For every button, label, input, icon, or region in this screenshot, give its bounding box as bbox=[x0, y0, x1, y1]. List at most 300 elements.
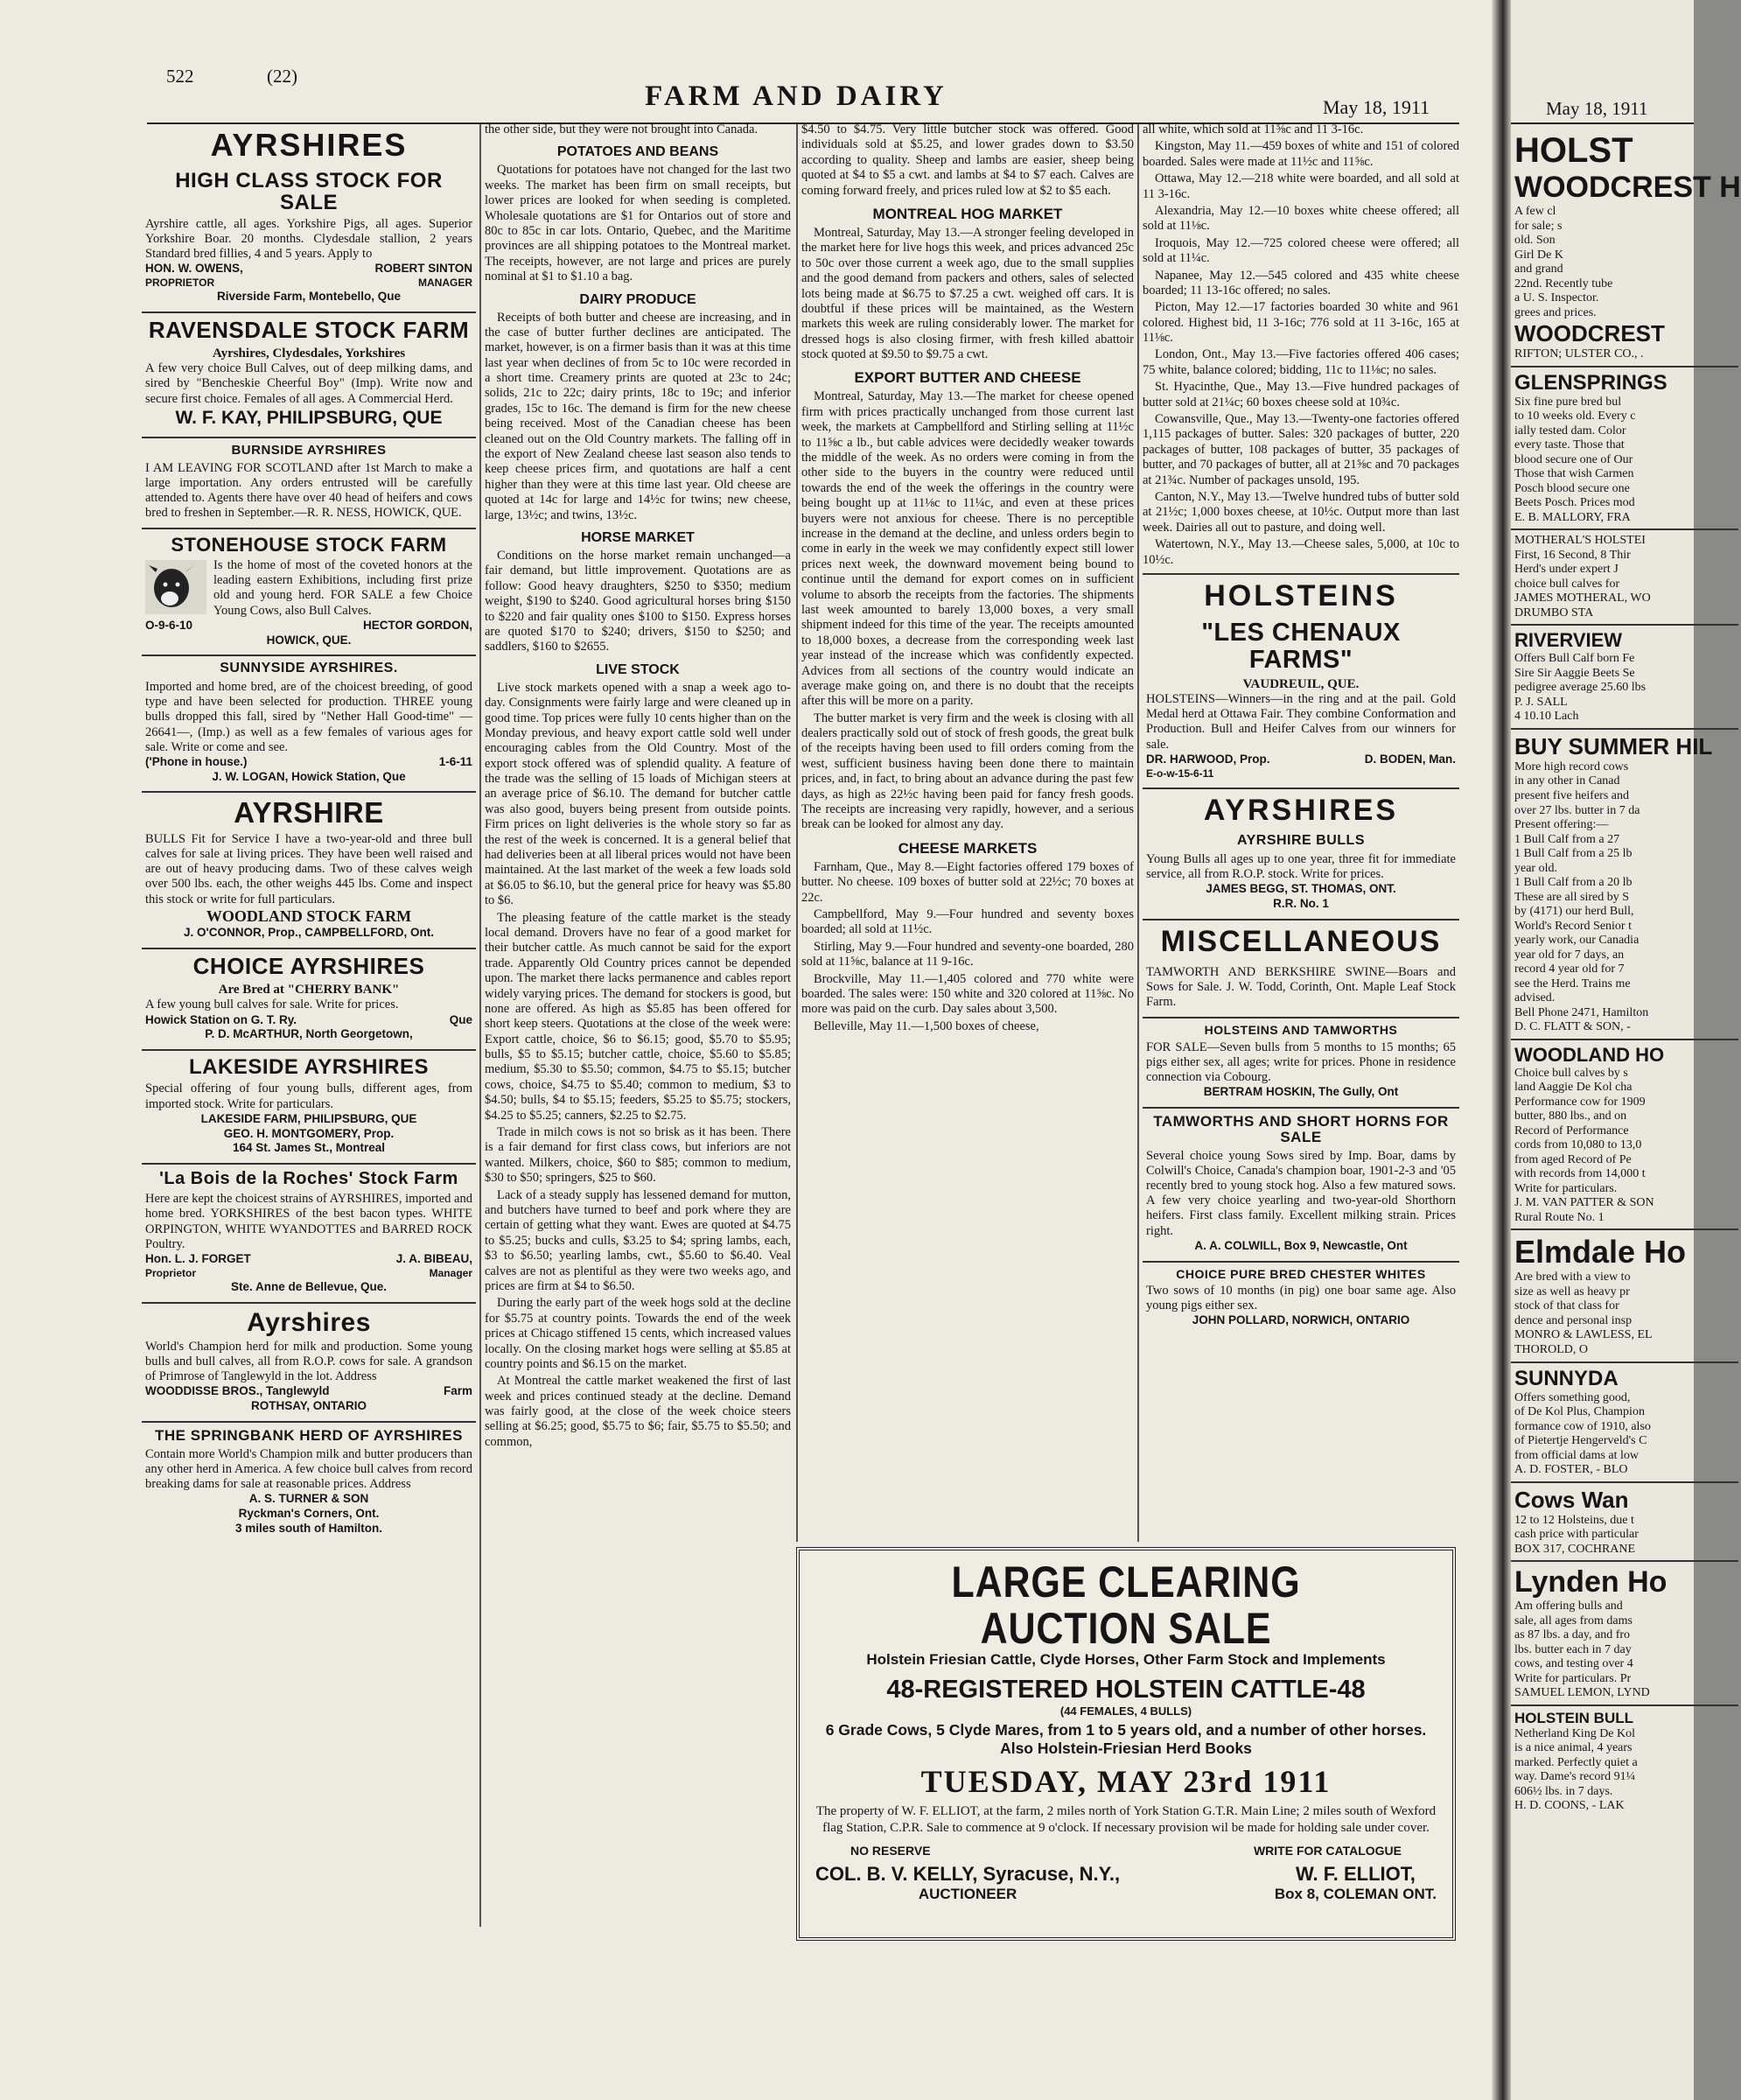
ad-text-line: Offers something good, bbox=[1514, 1390, 1631, 1404]
ad-body-text: World's Champion herd for milk and production. Some young bulls and bull calves, all from R.O.P. cows for sale. A grandson of Primrose of Tanglewyld in the lot. Address bbox=[145, 1340, 472, 1384]
ad-text-line: a U. S. Inspector. bbox=[1514, 291, 1599, 305]
ad-signature bbox=[145, 1013, 472, 1028]
ad-address: Riverside Farm, Montebello, Que bbox=[216, 290, 402, 304]
ad-text-line: marked. Perfectly quiet a bbox=[1514, 1755, 1638, 1769]
ad-text-line: Beets Posch. Prices mod bbox=[1514, 496, 1635, 510]
cheese-report-paragraph: Napanee, May 12.—545 colored and 435 white cheese boarded; 11 13-16c offered; no sales. bbox=[1143, 268, 1459, 298]
ad-role-left: Proprietor bbox=[145, 1266, 197, 1279]
auction-contacts bbox=[815, 1863, 1437, 1903]
cheese-report-paragraph: Canton, N.Y., May 13.—Twelve hundred tubs of butter sold at 21½c; 1,000 boxes cheese, at 10½c. Output more than last week. Dairies all out to pasture, and doing well. bbox=[1143, 489, 1459, 535]
column-divider bbox=[796, 124, 798, 1542]
ad-body bbox=[145, 832, 472, 907]
ad-text-line: DRUMBO STA bbox=[1514, 606, 1594, 620]
ad-signer-right: J. A. BIBEAU, bbox=[395, 1251, 472, 1265]
ad-divider bbox=[1511, 528, 1738, 530]
ad-signer-left: Hon. L. J. FORGET bbox=[145, 1251, 251, 1265]
ad-code: E-o-w-15-6-11 bbox=[1146, 766, 1214, 780]
ad-body bbox=[145, 1340, 472, 1384]
ad-role-right: Manager bbox=[429, 1266, 472, 1279]
ad-text-line: over 27 lbs. butter in 7 da bbox=[1514, 803, 1640, 817]
ayrshires-ad-column bbox=[142, 122, 476, 1942]
ad-block bbox=[142, 1423, 476, 1544]
ad-text-line: Offers Bull Calf born Fe bbox=[1514, 652, 1635, 666]
cheese-report-paragraph: Watertown, N.Y., May 13.—Cheese sales, 5,000, at 10c to 10½c. bbox=[1143, 537, 1459, 567]
ad-block bbox=[142, 949, 476, 1051]
market-report-column-4 bbox=[1143, 122, 1459, 1540]
article-paragraph: Live stock markets opened with a snap a week ago to-day. Consignments were fairly large and were cleaned up in good time. Top prices were fully 10 cents higher than on the Monday previous, and heavy export cattle sold well under encouraging cables from the Old Country. Most of the export stock offered was of splendid quality. A feature of the trade was the selling of 15 loads of Michigan steers at an average price of $6.10. The demand for butcher cattle was also good, buyers being present from outside points. Firm prices on light deliveries is the whole story so far as the rest of the week is concerned. It is a general belief that had deliveries been at all liberal prices would not have been maintained. At the last market of the week a few loads sold at $6.05 to $6.10, but the general price for heavy was $5.80 to $6. bbox=[485, 680, 791, 908]
cheese-report-paragraph: Iroquois, May 12.—725 colored cheese were offered; all sold at 11¼c. bbox=[1143, 235, 1459, 266]
ad-address: R.R. No. 1 bbox=[1273, 896, 1329, 910]
article-sections bbox=[485, 144, 791, 1450]
ad-body bbox=[145, 558, 472, 618]
article-intro: $4.50 to $4.75. Very little butcher stock was offered. Good individuals sold at $5.25, and lower grades down to $3.50 according to quality. Sheep and lambs are easier, sheep being quoted at $4 to $5 a cwt. and lambs at $4 to $7 each. Calves are coming forward freely, and prices ruled low at $2 to $5 each. bbox=[801, 122, 1134, 198]
cheese-report-paragraph: St. Hyacinthe, Que., May 13.—Five hundred packages of butter sold at 21¼c; 60 boxes cheese sold at 10¾c. bbox=[1143, 380, 1459, 410]
ad-text-line: cash price with particular bbox=[1514, 1528, 1639, 1542]
ad-text-line: lbs. butter each in 7 day bbox=[1514, 1642, 1632, 1656]
ad-text-line: SAMUEL LEMON, LYND bbox=[1514, 1686, 1650, 1700]
article-paragraph: During the early part of the week hogs sold at the decline for $5.75 at country points. Towards the end of the week prices at Chicago stiffened 15 cents, which increased values locally. On the closing market hogs were selling at $5.85 at country points and $6.15 on the market. bbox=[485, 1296, 791, 1371]
ad-text-line: cords from 10,080 to 13,0 bbox=[1514, 1138, 1642, 1152]
ad-text-line: Choice bull calves by s bbox=[1514, 1066, 1628, 1080]
ad-text-line: land Aaggie De Kol cha bbox=[1514, 1081, 1633, 1095]
ad-manager: D. BODEN, Man. bbox=[1364, 752, 1456, 766]
cheese-report-paragraph: all white, which sold at 11⅝c and 11 3-16c. bbox=[1143, 122, 1364, 136]
ad-text-line: to 10 weeks old. Every c bbox=[1514, 410, 1636, 424]
ad-text-line: from aged Record of Pe bbox=[1514, 1152, 1632, 1166]
ad-text-line: with records from 14,000 t bbox=[1514, 1167, 1646, 1181]
ad-heading: Lynden Ho bbox=[1514, 1565, 1668, 1600]
ad-heading: HOLSTEIN BULL bbox=[1514, 1709, 1633, 1726]
ad-body-text: I AM LEAVING FOR SCOTLAND after 1st March to make a large importation. Any orders entrusted will be carefully attended to. Agents there have over 40 head of heifers and cows bred to freshen in September.—R. R. NESS, HOWICK, QUE. bbox=[145, 460, 472, 520]
ad-text-line: Am offering bulls and bbox=[1514, 1600, 1623, 1614]
ad-body: FOR SALE—Seven bulls from 5 months to 15 months; 65 pigs either sex, all ages; write for prices. Phone in residence connection via Cobourg. bbox=[1146, 1040, 1456, 1085]
ad-signature bbox=[145, 619, 472, 634]
ad-signer-left: WOODDISSE BROS., Tanglewyld bbox=[145, 1384, 330, 1398]
ad-text-line: of Pietertje Hengerveld's C bbox=[1514, 1434, 1647, 1448]
ad-signer-right: ROBERT SINTON bbox=[374, 262, 472, 276]
ad-heading: SUNNYDA bbox=[1514, 1366, 1619, 1390]
ad-signer-right: Que bbox=[449, 1012, 472, 1026]
ad-body: Young Bulls all ages up to one year, three fit for immediate service, all from R.O.P. stock. Write for prices. bbox=[1146, 851, 1456, 881]
article-paragraph: Montreal, Saturday, May 13.—A stronger feeling developed in the market here for live hogs this week, and prices advanced 25c to 50c over those current a week ago, due to the small supplies and the good demand from packers and others, sales of selected lots being made at $6.75 to $7.25 a cwt. weighed off cars. It is doubtful if these prices will be maintained, as the Western markets this week are ruling considerably lower. The market for dressed hogs is also closing firmer, with fresh killed abattoir stock quoted at $9.50 to $9.75 a cwt. bbox=[801, 225, 1134, 362]
ad-signature bbox=[145, 755, 472, 770]
ad-address: Ste. Anne de Bellevue, Que. bbox=[230, 1279, 388, 1293]
ad-text-line: RIFTON; ULSTER CO., . bbox=[1514, 347, 1644, 361]
ad-body bbox=[145, 361, 472, 406]
ad-title: Ayrshires bbox=[247, 1307, 371, 1337]
ad-address-line: GEO. H. MONTGOMERY, Prop. bbox=[223, 1126, 395, 1140]
ad-text-line: E. B. MALLORY, FRA bbox=[1514, 510, 1631, 524]
ad-body-text: A few young bull calves for sale. Write for prices. bbox=[145, 998, 399, 1012]
ad-text-line: Are bred with a view to bbox=[1514, 1270, 1631, 1284]
cheese-report-paragraph: Alexandria, May 12.—10 boxes white cheese offered; all sold at 11⅛c. bbox=[1143, 203, 1459, 234]
ad-signer-left: O-9-6-10 bbox=[145, 618, 193, 632]
ad-divider bbox=[1511, 1704, 1738, 1706]
ad-text-line: 4 10.10 Lach bbox=[1514, 710, 1579, 724]
ad-address: HOWICK, QUE. bbox=[266, 633, 352, 647]
auction-notes bbox=[815, 1844, 1437, 1858]
ad-colwill bbox=[1143, 1109, 1459, 1262]
ayrshires-heading-2: AYRSHIRES bbox=[1203, 793, 1399, 827]
auction-details: The property of W. F. ELLIOT, at the farm, 2 miles north of York Station G.T.R. Main Line; 2 miles south of Wexford flag Station, C.P.R. Sale to commence at 9 o'clock. If necessary provision wil be made for holding sale under cover. bbox=[815, 1804, 1437, 1836]
ad-text-line: in any other in Canad bbox=[1514, 774, 1620, 788]
section-heading: EXPORT BUTTER AND CHEESE bbox=[854, 369, 1081, 387]
ad-title: CHOICE AYRSHIRES bbox=[192, 953, 425, 980]
ad-address: A. S. TURNER & SON bbox=[248, 1492, 369, 1506]
ad-text-line: Sire Sir Aaggie Beets Se bbox=[1514, 666, 1635, 680]
ad-text-line: by (4171) our herd Bull, bbox=[1514, 905, 1634, 919]
ad-signature bbox=[145, 262, 472, 276]
ad-signature bbox=[145, 1252, 472, 1267]
ad-title: THE SPRINGBANK HERD OF AYRSHIRES bbox=[155, 1427, 463, 1445]
ad-body bbox=[145, 1447, 472, 1492]
column-divider bbox=[479, 124, 481, 1927]
masthead-title: FARM AND DAIRY bbox=[645, 80, 947, 112]
ad-title: CHOICE PURE BRED CHESTER WHITES bbox=[1176, 1266, 1426, 1281]
auctioneer-name: COL. B. V. KELLY, Syracuse, N.Y., bbox=[815, 1862, 1121, 1885]
ad-text-line: MONRO & LAWLESS, EL bbox=[1514, 1328, 1653, 1342]
ad-address: J. O'CONNOR, Prop., CAMPBELLFORD, Ont. bbox=[184, 926, 434, 940]
ad-text-line: BOX 317, COCHRANE bbox=[1514, 1542, 1636, 1556]
cheese-report-paragraph: Picton, May 12.—17 factories boarded 30 white and 961 colored. Highest bid, 11 3-16c; 776 sold at 11 3-16c, 165 at 11⅛c. bbox=[1143, 300, 1459, 346]
ad-signature bbox=[1146, 752, 1456, 767]
holstein-ads-column bbox=[1511, 131, 1741, 1814]
auction-other-stock: 6 Grade Cows, 5 Clyde Mares, from 1 to 5 years old, and a number of other horses. Also Holstein-Friesian Herd Books bbox=[825, 1721, 1427, 1758]
write-for-catalogue-label: WRITE FOR CATALOGUE bbox=[1253, 1843, 1402, 1858]
newspaper-page-right bbox=[1511, 0, 1741, 2100]
ad-text-line: MOTHERAL'S HOLSTEI bbox=[1514, 534, 1646, 548]
ad-text-line: from official dams at low bbox=[1514, 1448, 1640, 1462]
ad-divider bbox=[1511, 1039, 1738, 1040]
ad-text-line: 22nd. Recently tube bbox=[1514, 276, 1613, 290]
ad-text-line: cows, and testing over 4 bbox=[1514, 1657, 1633, 1671]
ad-text-line: year old for 7 days, an bbox=[1514, 948, 1625, 962]
ad-text-line: First, 16 Second, 8 Thir bbox=[1514, 548, 1631, 562]
ad-role-left: PROPRIETOR bbox=[145, 276, 215, 290]
ad-text-line: Rural Route No. 1 bbox=[1514, 1210, 1605, 1224]
ad-body: TAMWORTH AND BERKSHIRE SWINE—Boars and Sows for Sale. J. W. Todd, Corinth, Ont. Maple Leaf Stock Farm. bbox=[1146, 965, 1456, 1010]
ad-signature: JOHN POLLARD, NORWICH, ONTARIO bbox=[1192, 1313, 1410, 1327]
ad-body bbox=[145, 1192, 472, 1251]
ad-divider bbox=[1511, 1228, 1738, 1230]
ad-text-line: present five heifers and bbox=[1514, 788, 1629, 802]
cheese-report-paragraph: Kingston, May 11.—459 boxes of white and 151 of colored boarded. Sales were made at 11½c and 11⅝c. bbox=[1143, 139, 1459, 169]
ad-address-line: 3 miles south of Hamilton. bbox=[234, 1522, 383, 1536]
ad-divider bbox=[1511, 1481, 1738, 1483]
header-rule bbox=[1511, 122, 1694, 124]
ad-block bbox=[142, 656, 476, 793]
cheese-report-paragraph: Cowansville, Que., May 13.—Twenty-one factories offered 1,115 packages of butter. Sales: 320 packages of butter, 220 packages of butter, 108 packages of butter, 35 packages of butter, and 70 packages of butter, all at 21⅝c and 70 packages at 21¾c. Number of packages unsold, 195. bbox=[1143, 412, 1459, 487]
article-paragraph: Campbellford, May 9.—Four hundred and seventy boxes boarded; all sold at 11½c. bbox=[801, 906, 1134, 937]
ad-signer-right: HECTOR GORDON, bbox=[362, 618, 472, 632]
owner-block bbox=[1275, 1863, 1437, 1903]
ad-text-line: Herd's under expert J bbox=[1514, 563, 1619, 577]
ad-text-line: Write for particulars. bbox=[1514, 1181, 1618, 1195]
ad-block bbox=[142, 529, 476, 656]
ad-text-line: 1 Bull Calf from a 20 lb bbox=[1514, 876, 1633, 890]
right-page-date: May 18, 1911 bbox=[1546, 98, 1648, 119]
ad-text-line: JAMES MOTHERAL, WO bbox=[1514, 592, 1651, 606]
ad-proprietor: DR. HARWOOD, Prop. bbox=[1146, 752, 1270, 766]
ad-text-line: see the Herd. Trains me bbox=[1514, 976, 1631, 990]
ad-text-line: These are all sired by S bbox=[1514, 890, 1630, 904]
section-heading: MONTREAL HOG MARKET bbox=[872, 205, 1063, 222]
ad-text-line: H. D. COONS, - LAK bbox=[1514, 1799, 1625, 1813]
ad-signature-roles bbox=[145, 276, 472, 290]
article-sections bbox=[801, 206, 1134, 1034]
article-paragraph: At Montreal the cattle market weakened the first of last week and prices continued steady at the decline. Demand was fairly good, at the close of the week choice steers selling at $6.25; good, $5.75 to $6; fair, $5.75 to $5.50; and common, bbox=[485, 1374, 791, 1449]
ad-title: SUNNYSIDE AYRSHIRES. bbox=[220, 661, 398, 676]
ad-heading: Elmdale Ho bbox=[1514, 1234, 1687, 1270]
ad-signature: JAMES BEGG, ST. THOMAS, ONT. bbox=[1206, 881, 1396, 895]
issue-number: (22) bbox=[267, 66, 297, 87]
ad-heading: WOODCREST H bbox=[1514, 171, 1741, 204]
ad-text-line: D. C. FLATT & SON, - bbox=[1514, 1020, 1631, 1034]
ad-text-line: Present offering:— bbox=[1514, 818, 1609, 832]
ad-title: HOLSTEINS AND TAMWORTHS bbox=[1204, 1023, 1398, 1038]
ad-divider bbox=[1511, 728, 1738, 730]
ad-title: STONEHOUSE STOCK FARM bbox=[171, 534, 447, 556]
owner-name: W. F. ELLIOT, bbox=[1295, 1862, 1416, 1885]
ad-title: RAVENSDALE STOCK FARM bbox=[148, 317, 470, 344]
ad-block bbox=[142, 793, 476, 949]
ad-body bbox=[145, 461, 472, 521]
auctioneer-block bbox=[815, 1863, 1120, 1903]
ad-text-line: choice bull calves for bbox=[1514, 577, 1620, 591]
article-paragraph: The pleasing feature of the cattle market is the steady local demand. Drovers have no fear of a good market for their butcher cattle. As much cannot be said for the export trade. Apparently Old Country prices cannot be depended upon. The market there lacks permanence and cables report widely varying prices. The demand for stockers is good, but none are offered. As high as $5.85 has been offered for short keep steers. Quotations at the close of the week were: Export cattle, choice, $6 to $6.15; good, $5.70 to $5.95; bulls, $5 to $5.15; butcher cattle, choice, $5.60 to $5.85; medium, $5.30 to $5.50; common, $4.75 to $5.15; butcher cows, choice, $4.75 to $5.40; common to medium, $3 to $4.50; bulls, $4 to $5.15; feeders, $5.25 to $5.75; stockers, $4.25 to $5.25; canners, $2.25 to $2.75. bbox=[485, 910, 791, 1123]
miscellaneous-heading: MISCELLANEOUS bbox=[1160, 924, 1442, 958]
ad-signature bbox=[145, 1384, 472, 1399]
ad-ayrshire-bulls bbox=[1143, 829, 1459, 920]
ad-text-line: Netherland King De Kol bbox=[1514, 1726, 1636, 1740]
article-paragraph: Farnham, Que., May 8.—Eight factories offered 179 boxes of butter. No cheese. 109 boxes of butter sold at 22½c; 70 boxes at 22c. bbox=[801, 859, 1134, 905]
ad-signature: A. A. COLWILL, Box 9, Newcastle, Ont bbox=[1194, 1238, 1408, 1252]
article-paragraph: Quotations for potatoes have not changed for the last two weeks. The market has been firm on small receipts, but lower prices are looked for when seeding is completed. Wholesale quotations are $1 for Ontarios out of store and 80c to 85c in car lots. Ontario, Quebec, and the Maritime provinces are all shipping potatoes to the Montreal market. The receipts, however, are not large and prices are purely nominal at $1 to $1.10 a bag. bbox=[485, 163, 791, 284]
article-paragraph: Receipts of both butter and cheese are increasing, and in the case of butter further declines are anticipated. The market, however, is on a firmer basis than it was at this time last year when declines of from 5c to 10c were recorded in a short time. Creamery prints are quoted at 23c to 24c; solids, 21c to 22c; dairy prints, 18c to 19c; and inferior grades, 15c to 16c. The demand is firm for the new cheese being received. Most of the Canadian cheese has been cleaned out on the Old Country markets. The falling off in the export of New Zealand cheese last season also tends to keep cheese prices firm, and quotations are half a cent higher than they were at this time last year. Old cheese are quoted at 14c for large and 14½c for twins; new cheese, large, 13½c; and twins, 13½c. bbox=[485, 310, 791, 522]
cheese-report-paragraph: London, Ont., May 13.—Five factories offered 406 cases; 75 white, balance colored; bidding, 11c to 11⅛c; no sales. bbox=[1143, 347, 1459, 377]
ad-block bbox=[142, 1165, 476, 1303]
page-number: 522 bbox=[166, 66, 194, 87]
ad-title: AYRSHIRE bbox=[234, 796, 384, 830]
auction-cattle-count: 48-REGISTERED HOLSTEIN CATTLE-48 bbox=[886, 1676, 1366, 1704]
ad-signature: BERTRAM HOSKIN, The Gully, Ont bbox=[1203, 1085, 1399, 1099]
ad-les-chenaux-farms bbox=[1143, 614, 1459, 788]
ad-signer-right: 1-6-11 bbox=[438, 754, 472, 768]
ad-text-line: yearly work, our Canadia bbox=[1514, 934, 1640, 948]
cow-illustration-icon bbox=[145, 560, 206, 614]
ad-heading: RIVERVIEW bbox=[1514, 629, 1623, 652]
ad-text-line: 12 to 12 Holsteins, due t bbox=[1514, 1513, 1634, 1527]
ad-title: HIGH CLASS STOCK FOR SALE bbox=[175, 168, 443, 214]
ad-hoskin bbox=[1143, 1018, 1459, 1109]
ad-signature-roles bbox=[145, 1267, 472, 1280]
article-paragraph: Stirling, May 9.—Four hundred and seventy-one boarded, 280 sold at 11⅝c, balance at 11 9-16c. bbox=[801, 939, 1134, 970]
ad-body-text: Contain more World's Champion milk and butter producers than any other herd in America. A few choice bull calves from record breaking dams for sale at reasonable prices. Address bbox=[145, 1446, 472, 1492]
ad-divider bbox=[1511, 624, 1738, 626]
page-gutter bbox=[1492, 0, 1511, 2100]
article-paragraph: The butter market is very firm and the week is closing with all dealers practically sold out of stock of fresh goods, the great bulk of the receipts having been used to fill orders coming from the west, sufficient business having been done there to maintain prices, and, in fact, to bring about an advance during the past few days, as high as 22½c having been paid for fancy fresh goods. The receipts are increasing very rapidly, however, and a serious break can be looked for almost any day. bbox=[801, 710, 1134, 832]
ad-text-line: ially tested dam. Color bbox=[1514, 424, 1626, 438]
ad-subtitle: WOODLAND STOCK FARM bbox=[206, 906, 412, 925]
ad-text-line: Write for particulars. Pr bbox=[1514, 1671, 1632, 1685]
auction-date: TUESDAY, MAY 23rd 1911 bbox=[920, 1764, 1332, 1800]
ad-address-line: Ryckman's Corners, Ont. bbox=[238, 1507, 380, 1521]
ad-text-line: P. J. SALL bbox=[1514, 695, 1568, 709]
article-paragraph: Brockville, May 11.—1,405 colored and 770 white were boarded. The sales were: 150 white and 320 colored at 11⅝c. No more was paid on the curb. Day sales about 3,500. bbox=[801, 971, 1134, 1017]
ad-body-text: Is the home of most of the coveted honors at the leading eastern Exhibitions, including first prize old and young herd. FOR SALE a few Choice Young Cows, also Bull Calves. bbox=[213, 558, 472, 618]
ad-text-line: 606½ lbs. in 7 days. bbox=[1514, 1784, 1613, 1798]
auctioneer-label: AUCTIONEER bbox=[918, 1885, 1017, 1902]
ad-text-line: stock of that class for bbox=[1514, 1299, 1619, 1313]
ad-text-line: sale, all ages from dams bbox=[1514, 1614, 1633, 1628]
ad-text-line: of De Kol Plus, Champion bbox=[1514, 1405, 1645, 1419]
auction-cattle-breakdown: (44 FEMALES, 4 BULLS) bbox=[1059, 1704, 1192, 1718]
ad-address-line: 164 St. James St., Montreal bbox=[232, 1141, 386, 1155]
ad-subtitle: VAUDREUIL, QUE. bbox=[1242, 677, 1360, 692]
ad-body bbox=[145, 680, 472, 755]
ad-block bbox=[142, 313, 476, 438]
ad-text-line: Those that wish Carmen bbox=[1514, 467, 1634, 481]
ad-body: HOLSTEINS—Winners—in the ring and at the pail. Gold Medal herd at Ottawa Fair. They combine Conformation and Production. Bull and Heifer Calves from our winners for sale. bbox=[1146, 692, 1456, 752]
ad-text-line: is a nice animal, 4 years bbox=[1514, 1741, 1633, 1755]
ad-block bbox=[142, 438, 476, 529]
ad-text-line: Girl De K bbox=[1514, 248, 1563, 262]
ad-subtitle: Ayrshires, Clydesdales, Yorkshires bbox=[212, 346, 406, 361]
market-report-column-3 bbox=[801, 122, 1134, 1540]
ad-text-line: year old. bbox=[1514, 861, 1557, 875]
ad-list bbox=[142, 164, 476, 1544]
ad-text-line: Six fine pure bred bul bbox=[1514, 395, 1622, 409]
ad-text-line: size as well as heavy pr bbox=[1514, 1284, 1630, 1298]
ad-title: 'La Bois de la Roches' Stock Farm bbox=[159, 1169, 458, 1189]
column-divider bbox=[1137, 124, 1139, 1542]
ad-text-line: 1 Bull Calf from a 27 bbox=[1514, 832, 1620, 846]
ad-body-text: Here are kept the choicest strains of AYRSHIRES, imported and home bred. YORKSHIRES of the best bacon types. WHITE ORPINGTON, WHITE WYANDOTTES and BARRED ROCK Poultry. bbox=[145, 1192, 472, 1251]
ad-title: "LES CHENAUX FARMS" bbox=[1201, 619, 1401, 674]
ad-address: LAKESIDE FARM, PHILIPSBURG, QUE bbox=[200, 1111, 417, 1125]
ad-todd bbox=[1143, 960, 1459, 1018]
ad-text-line: as 87 lbs. a day, and fro bbox=[1514, 1628, 1631, 1642]
ad-signer-right: Farm bbox=[443, 1384, 472, 1398]
ayrshires-heading: AYRSHIRES bbox=[210, 127, 408, 163]
ad-signer-left: ('Phone in house.) bbox=[145, 754, 248, 768]
ad-text-line: THOROLD, O bbox=[1514, 1343, 1588, 1356]
ad-body-text: BULLS Fit for Service I have a two-year-old and three bull calves for sale at living prices. They have been well raised and are out of heavy producing dams. Two of these calves weigh over 500 lbs. each, the other weighs 445 lbs. Come and inspect this stock or write for full particulars. bbox=[145, 832, 472, 906]
auction-sale-ad bbox=[796, 1547, 1456, 1941]
ad-subtitle: Are Bred at "CHERRY BANK" bbox=[218, 983, 400, 998]
ad-title: BURNSIDE AYRSHIRES bbox=[231, 442, 387, 458]
ad-text-line: and grand bbox=[1514, 262, 1563, 276]
ad-text-line: Performance cow for 1909 bbox=[1514, 1095, 1646, 1109]
ad-heading: GLENSPRINGS bbox=[1514, 370, 1668, 395]
ad-title: TAMWORTHS AND SHORT HORNS FOR SALE bbox=[1153, 1113, 1449, 1146]
cheese-market-reports bbox=[1143, 122, 1459, 568]
market-report-column-2 bbox=[485, 122, 791, 1942]
ad-block bbox=[142, 164, 476, 313]
ad-title: LAKESIDE AYRSHIRES bbox=[189, 1055, 429, 1080]
ad-role-right: MANAGER bbox=[418, 276, 472, 290]
ad-body-text: Imported and home bred, are of the choicest breeding, of good type and have been selected for production. THREE young bulls dropped this fall, sired by "Nether Hall Good-time" —26641—, (Imp.) as well as a few females of various ages for sale. Write or come and see. bbox=[145, 680, 472, 754]
ad-text-line: pedigree average 25.60 lbs bbox=[1514, 681, 1647, 695]
ad-text-line: old. Son bbox=[1514, 234, 1556, 248]
article-paragraph: Trade in milch cows is not so brisk as it has been. There is a fair demand for first class cows, but inferiors are not wanted. Milkers, choice, $60 to $85; common to medium, $30 to $50; springers, $25 to $60. bbox=[485, 1125, 791, 1186]
section-heading: LIVE STOCK bbox=[596, 662, 680, 677]
ad-text-line: World's Record Senior t bbox=[1514, 919, 1632, 933]
article-paragraph: Lack of a steady supply has lessened demand for mutton, and butchers have turned to beef and pork where they are certain of getting what they want. Ewes are quoted at $4.75 to $5.25; bucks and culls, $3.25 to $4; spring lambs, each, $3 to $6.50; yearling lambs, cwt., $5.60 to $6.40. Veal calves are not as plentiful as they were two weeks ago, and prices are firm at $4 to $6.50. bbox=[485, 1187, 791, 1293]
ad-body bbox=[145, 1082, 472, 1111]
section-heading: CHEESE MARKETS bbox=[898, 839, 1038, 857]
ad-text-line: Record of Performance bbox=[1514, 1124, 1629, 1138]
owner-address: Box 8, COLEMAN ONT. bbox=[1274, 1885, 1437, 1902]
article-paragraph: Conditions on the horse market remain unchanged—a fair demand, but little improvement. Quotations are as follow: Good heavy draughters, $250 to $350; medium weight, $190 to $240. Good agricultural horses bring $150 to $220 and fair quality ones $100 to $150. Express horses are quoted $170 to $240; drivers, $150 to $250; and saddlers, $160 to $2655. bbox=[485, 548, 791, 654]
cheese-report-paragraph: Ottawa, May 12.—218 white were boarded, and all sold at 11 3-16c. bbox=[1143, 172, 1459, 201]
ad-text-line: 1 Bull Calf from a 25 lb bbox=[1514, 847, 1633, 861]
ad-block bbox=[142, 1304, 476, 1424]
ad-text-line: A. D. FOSTER, - BLO bbox=[1514, 1463, 1628, 1477]
ad-body bbox=[145, 998, 472, 1012]
ad-text-line: every taste. Those that bbox=[1514, 438, 1625, 452]
ad-divider bbox=[1511, 1560, 1738, 1562]
ad-body-text: A few very choice Bull Calves, out of deep milking dams, and sired by "Bencheskie Cheerful Boy" (Imp). Write now and secure first choice. Females of all ages. A Commercial Herd. bbox=[145, 361, 472, 406]
ad-text-line: formance cow of 1910, also bbox=[1514, 1419, 1651, 1433]
section-heading: DAIRY PRODUCE bbox=[579, 291, 696, 307]
ad-divider bbox=[1511, 366, 1738, 368]
ad-signer-left: Howick Station on G. T. Ry. bbox=[145, 1012, 297, 1026]
article-paragraph: Belleville, May 11.—1,500 boxes of cheese, bbox=[814, 1018, 1039, 1033]
ad-body: Several choice young Sows sired by Imp. Boar, dams by Colwill's Choice, Canada's champion boar, 1901-2-3 and '05 recently bred to young stock hog. Also a few matured sows. A few very choice yearling and two-year-old Shorthorn heifers. First class family. Excellent milking strain. Prices right. bbox=[1146, 1148, 1456, 1238]
ad-heading: WOODLAND HO bbox=[1514, 1043, 1665, 1066]
ad-text-line: dence and personal insp bbox=[1514, 1313, 1633, 1327]
ad-text-line: J. M. VAN PATTER & SON bbox=[1514, 1196, 1654, 1210]
ad-text-line: Bell Phone 2471, Hamilton bbox=[1514, 1005, 1649, 1019]
page-date: May 18, 1911 bbox=[1323, 96, 1430, 118]
ad-text-line: grees and prices. bbox=[1514, 305, 1597, 319]
ad-text-line: advised. bbox=[1514, 991, 1556, 1005]
ad-text-line: way. Dame's record 91¼ bbox=[1514, 1770, 1636, 1784]
ad-text-line: Posch blood secure one bbox=[1514, 481, 1630, 495]
ad-body-text: Special offering of four young bulls, different ages, from imported stock. Write for particulars. bbox=[145, 1082, 472, 1111]
auction-subtitle: Holstein Friesian Cattle, Clyde Horses, Other Farm Stock and Implements bbox=[866, 1651, 1386, 1668]
ad-title: AYRSHIRE BULLS bbox=[1237, 832, 1365, 848]
ad-heading: HOLST bbox=[1514, 131, 1633, 170]
ad-heading: WOODCREST bbox=[1514, 320, 1665, 347]
section-heading: POTATOES AND BEANS bbox=[556, 144, 719, 160]
ad-address: P. D. McARTHUR, North Georgetown, bbox=[205, 1027, 413, 1041]
section-heading: HORSE MARKET bbox=[581, 529, 695, 545]
ad-address: J. W. LOGAN, Howick Station, Que bbox=[212, 769, 406, 783]
ad-heading: BUY SUMMER HIL bbox=[1514, 732, 1713, 760]
ad-block bbox=[142, 1051, 476, 1165]
ad-address: W. F. KAY, PHILIPSBURG, QUE bbox=[175, 407, 443, 428]
ad-text-line: blood secure one of Our bbox=[1514, 452, 1633, 466]
ad-signer-left: HON. W. OWENS, bbox=[145, 262, 243, 276]
ad-text-line: A few cl bbox=[1514, 205, 1556, 218]
ad-divider bbox=[1511, 1362, 1738, 1363]
no-reserve-label: NO RESERVE bbox=[850, 1843, 931, 1858]
ad-text-line: for sale; s bbox=[1514, 219, 1563, 233]
ad-text-line: butter, 880 lbs., and on bbox=[1514, 1110, 1627, 1124]
ad-body: Two sows of 10 months (in pig) one boar same age. Also young pigs either sex. bbox=[1146, 1284, 1456, 1313]
article-paragraph: Montreal, Saturday, May 13.—The market for cheese opened firm with prices practically unchanged from those current last week, the markets at Campbellford and Stirling selling at 11½c to 11⅝c a lb., but cable advices were decidedly weaker towards the middle of the week. As no orders were coming in from the other side to the buyers in the country were reduced until towards the end of the week the offerings in the country were being bought up at 11⅛c to 11¼c, and even at these prices buyers were not anxious for cheese. There is no perceptible increase in the demand at the decline, and unless orders begin to come in early in the week we may confidently expect still lower prices next week, the downward movement being bound to continue until the demand for export comes on in sufficient volume to absorb the receipts from the factories. The shipments last week amounted to barely 13,000 boxes, a very small shipment indeed for this time of the year. The receipts amounted to 18,000 boxes, a decrease from the corresponding week last year instead of the increase which was confidently expected. Advices from all sections of the country would indicate an average make going on, and there is no doubt that the receipts after this will be more on a parity. bbox=[801, 389, 1134, 709]
ad-address: ROTHSAY, ONTARIO bbox=[250, 1399, 367, 1413]
auction-title: LARGE CLEARING AUCTION SALE bbox=[951, 1558, 1301, 1653]
ad-body-text: Ayrshire cattle, all ages. Yorkshire Pigs, all ages. Superior Yorkshire Boar. 20 months. Clydesdale stallion, 2 years Standard bred fillies, 4 and 5 years. Apply to bbox=[145, 216, 472, 262]
ad-text-line: More high record cows bbox=[1514, 760, 1629, 774]
holsteins-heading: HOLSTEINS bbox=[1204, 578, 1398, 612]
ad-pollard bbox=[1143, 1263, 1459, 1336]
ad-text-line: record 4 year old for 7 bbox=[1514, 962, 1625, 976]
article-intro: the other side, but they were not brought into Canada. bbox=[485, 122, 759, 136]
